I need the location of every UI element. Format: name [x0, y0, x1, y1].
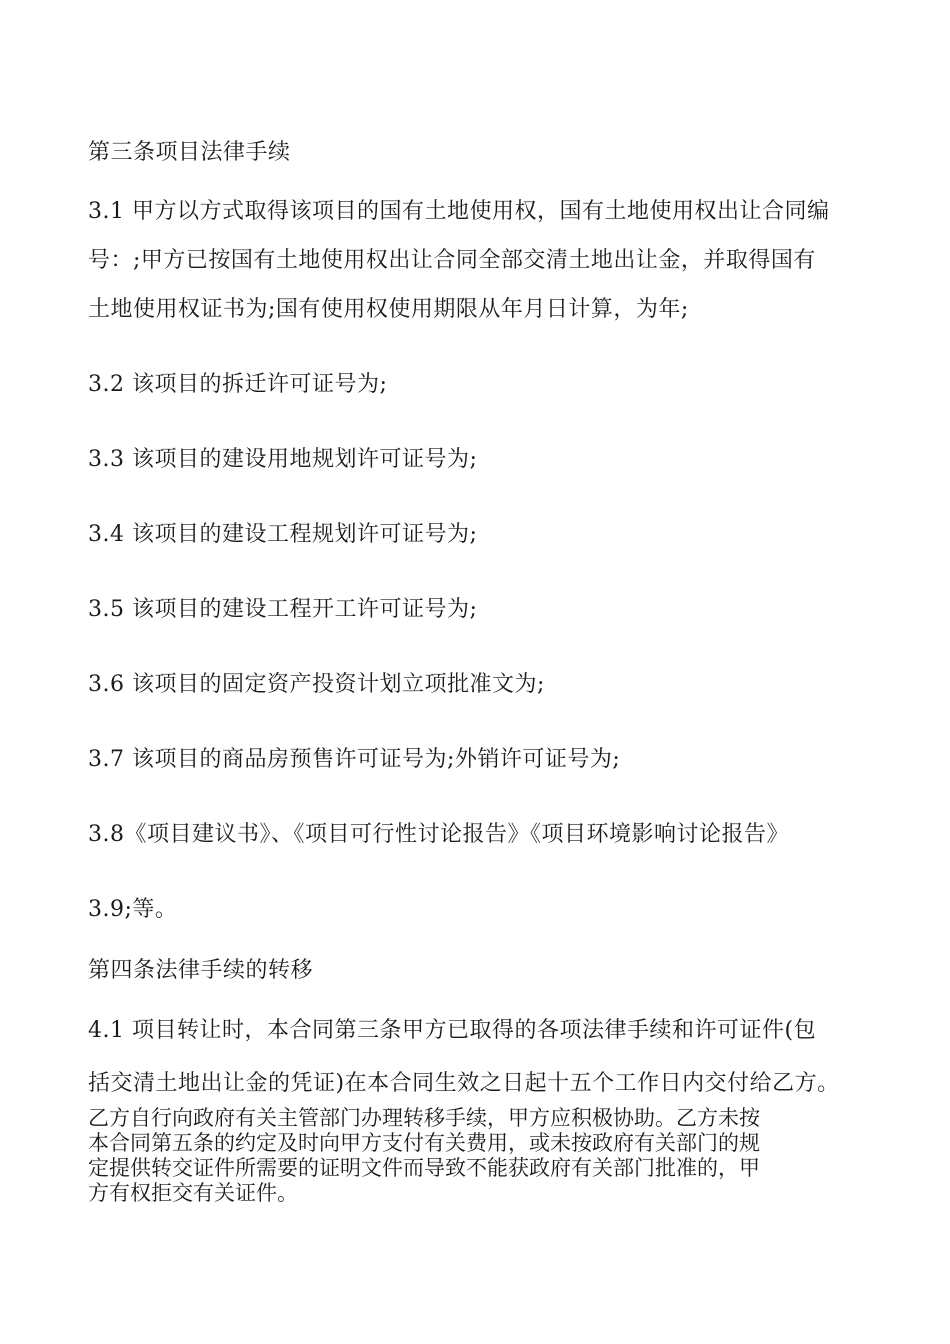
clause-4-1-line-4: 本合同第五条的约定及时向甲方支付有关费用，或未按政府有关部门的规	[88, 1131, 760, 1155]
clause-3-5: 3.5 该项目的建设工程开工许可证号为;	[88, 597, 478, 622]
clause-3-6: 3.6 该项目的固定资产投资计划立项批准文为;	[88, 672, 545, 697]
clause-3-3: 3.3 该项目的建设用地规划许可证号为;	[88, 447, 478, 472]
clause-4-1-line-3: 乙方自行向政府有关主管部门办理转移手续，甲方应积极协助。乙方未按	[88, 1106, 760, 1130]
clause-3-9: 3.9;等。	[88, 897, 178, 922]
clause-3-1-line-3: 土地使用权证书为;国有使用权使用期限从年月日计算，为年;	[88, 297, 689, 322]
article-3-heading: 第三条项目法律手续	[88, 140, 291, 165]
clause-3-8: 3.8《项目建议书》、《项目可行性讨论报告》《项目环境影响讨论报告》	[88, 822, 789, 847]
clause-3-1-line-1: 3.1 甲方以方式取得该项目的国有土地使用权，国有土地使用权出让合同编	[88, 199, 830, 224]
clause-3-4: 3.4 该项目的建设工程规划许可证号为;	[88, 522, 478, 547]
clause-4-1-line-1: 4.1 项目转让时，本合同第三条甲方已取得的各项法律手续和许可证件(包	[88, 1018, 817, 1043]
article-4-heading: 第四条法律手续的转移	[88, 958, 314, 983]
clause-4-1-line-5: 定提供转交证件所需要的证明文件而导致不能获政府有关部门批准的，甲	[88, 1156, 760, 1180]
clause-4-1-line-6: 方有权拒交有关证件。	[88, 1181, 298, 1205]
clause-3-7: 3.7 该项目的商品房预售许可证号为;外销许可证号为;	[88, 747, 621, 772]
clause-3-2: 3.2 该项目的拆迁许可证号为;	[88, 372, 388, 397]
clause-4-1-line-2: 括交清土地出让金的凭证)在本合同生效之日起十五个工作日内交付给乙方。	[88, 1071, 840, 1096]
clause-3-1-line-2: 号：;甲方已按国有土地使用权出让合同全部交清土地出让金，并取得国有	[88, 248, 816, 273]
